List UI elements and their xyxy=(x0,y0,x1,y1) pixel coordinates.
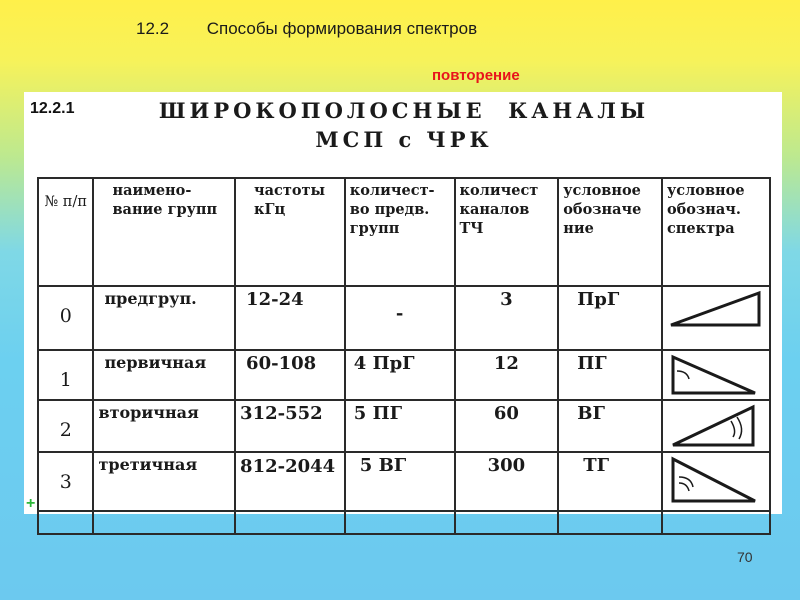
col-header-freq: частоты кГц xyxy=(235,178,345,286)
row-channels: 300 xyxy=(455,452,559,511)
row-symbol: ТГ xyxy=(558,452,662,511)
page-header xyxy=(136,19,477,39)
row-channels: 12 xyxy=(455,350,559,400)
row-channels: 3 xyxy=(455,286,559,350)
slide-title-line2: МСП с ЧРК xyxy=(315,127,493,152)
table-row xyxy=(38,400,770,452)
table-header-row xyxy=(38,178,770,286)
table-row xyxy=(38,286,770,350)
repeat-label: повторение xyxy=(432,67,520,84)
scanned-slide xyxy=(24,92,782,514)
col-header-spectrum: условное обознач. спектра xyxy=(662,178,770,286)
row-freq: 60-108 xyxy=(235,350,345,400)
row-prev-groups: 5 ВГ xyxy=(345,452,455,511)
col-header-name: наимено- вание групп xyxy=(93,178,235,286)
row-freq: 12-24 xyxy=(235,286,345,350)
col-header-symbol: условное обозначе ние xyxy=(558,178,662,286)
page-number: 70 xyxy=(737,549,753,565)
row-spectrum xyxy=(662,286,770,350)
row-index: 3 xyxy=(59,471,72,493)
col-header-prev-groups: количест- во предв. групп xyxy=(345,178,455,286)
slide-title-line1: ШИРОКОПОЛОСНЫЕ КАНАЛЫ xyxy=(158,98,650,123)
spectrum-triangle-inverted-icon xyxy=(667,353,763,397)
slide-section-number: 12.2.1 xyxy=(30,100,75,117)
row-name: первичная xyxy=(93,350,235,400)
row-symbol: ПГ xyxy=(558,350,662,400)
table-row xyxy=(38,452,770,511)
row-spectrum xyxy=(662,452,770,511)
row-freq: 812-2044 xyxy=(235,452,345,511)
spectrum-triangle-inverted-icon xyxy=(667,455,763,505)
row-prev-groups: 4 ПрГ xyxy=(345,350,455,400)
header-title: Способы формирования спектров xyxy=(206,19,478,38)
row-prev-groups: - xyxy=(345,286,455,350)
row-name: третичная xyxy=(93,452,235,511)
spectrum-triangle-icon xyxy=(667,289,763,329)
plus-mark: + xyxy=(26,495,36,512)
col-header-channels: количест каналов ТЧ xyxy=(455,178,559,286)
row-name: вторичная xyxy=(93,400,235,452)
row-freq: 312-552 xyxy=(235,400,345,452)
row-symbol: ПрГ xyxy=(558,286,662,350)
row-index: 2 xyxy=(59,419,72,441)
table-row xyxy=(38,511,770,534)
row-channels: 60 xyxy=(455,400,559,452)
header-section-number: 12.2 xyxy=(136,19,170,38)
row-prev-groups: 5 ПГ xyxy=(345,400,455,452)
row-spectrum xyxy=(662,400,770,452)
spectrum-triangle-icon xyxy=(667,403,763,449)
col-header-index: № п/п xyxy=(38,178,93,286)
row-symbol: ВГ xyxy=(558,400,662,452)
row-index: 0 xyxy=(59,305,72,327)
row-spectrum xyxy=(662,350,770,400)
channels-table xyxy=(37,177,771,535)
row-index: 1 xyxy=(59,369,72,391)
table-row xyxy=(38,350,770,400)
row-name: предгруп. xyxy=(93,286,235,350)
